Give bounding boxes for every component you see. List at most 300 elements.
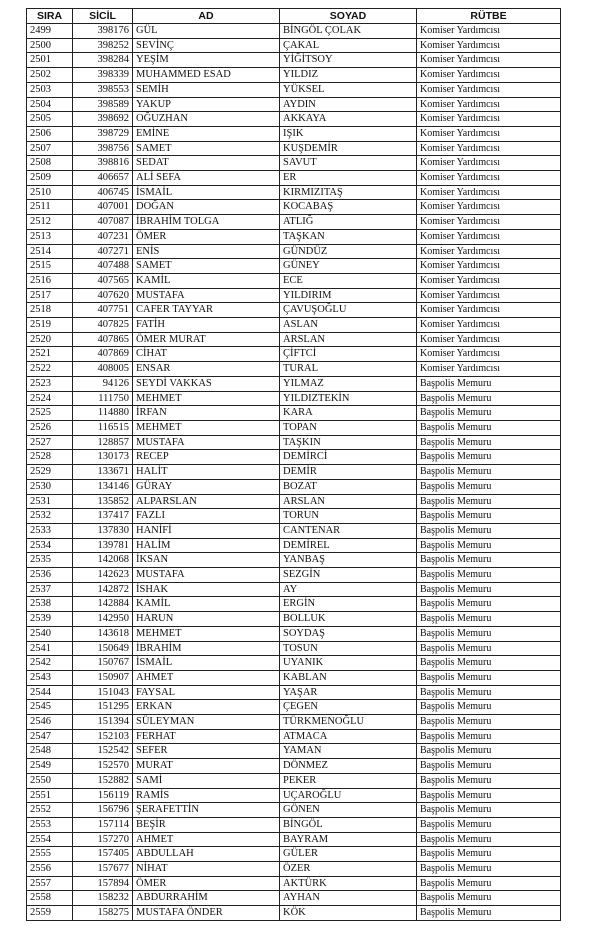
cell-ad: MEHMET <box>133 626 280 641</box>
cell-soyad: TAŞKAN <box>280 229 417 244</box>
cell-sicil: 407231 <box>73 229 133 244</box>
cell-sicil: 142884 <box>73 597 133 612</box>
table-row <box>27 82 561 97</box>
cell-sicil: 152882 <box>73 773 133 788</box>
cell-rutbe: Başpolis Memuru <box>417 847 561 862</box>
table-row <box>27 465 561 480</box>
cell-sira: 2530 <box>27 479 73 494</box>
cell-ad: EMİNE <box>133 126 280 141</box>
cell-sira: 2502 <box>27 68 73 83</box>
table-row <box>27 626 561 641</box>
cell-sira: 2552 <box>27 803 73 818</box>
cell-sicil: 398692 <box>73 112 133 127</box>
cell-rutbe: Komiser Yardımcısı <box>417 156 561 171</box>
cell-sicil: 142068 <box>73 553 133 568</box>
cell-soyad: BOLLUK <box>280 612 417 627</box>
cell-rutbe: Komiser Yardımcısı <box>417 244 561 259</box>
table-row <box>27 656 561 671</box>
cell-soyad: GÜNEY <box>280 259 417 274</box>
cell-rutbe: Başpolis Memuru <box>417 788 561 803</box>
cell-sira: 2505 <box>27 112 73 127</box>
cell-rutbe: Başpolis Memuru <box>417 641 561 656</box>
cell-ad: İBRAHİM <box>133 641 280 656</box>
cell-rutbe: Başpolis Memuru <box>417 406 561 421</box>
cell-sira: 2532 <box>27 509 73 524</box>
cell-rutbe: Başpolis Memuru <box>417 656 561 671</box>
cell-sicil: 130173 <box>73 450 133 465</box>
cell-sicil: 398589 <box>73 97 133 112</box>
cell-sicil: 137417 <box>73 509 133 524</box>
cell-ad: CİHAT <box>133 347 280 362</box>
cell-rutbe: Başpolis Memuru <box>417 597 561 612</box>
cell-sira: 2514 <box>27 244 73 259</box>
cell-ad: ENSAR <box>133 362 280 377</box>
table-row <box>27 229 561 244</box>
cell-ad: FATİH <box>133 318 280 333</box>
cell-soyad: ÇAVUŞOĞLU <box>280 303 417 318</box>
cell-sicil: 135852 <box>73 494 133 509</box>
cell-sira: 2513 <box>27 229 73 244</box>
cell-ad: HALİM <box>133 538 280 553</box>
cell-rutbe: Komiser Yardımcısı <box>417 318 561 333</box>
cell-soyad: CANTENAR <box>280 523 417 538</box>
cell-ad: RECEP <box>133 450 280 465</box>
cell-soyad: GÜLER <box>280 847 417 862</box>
cell-soyad: AYDIN <box>280 97 417 112</box>
table-row <box>27 729 561 744</box>
cell-soyad: BAYRAM <box>280 832 417 847</box>
cell-rutbe: Komiser Yardımcısı <box>417 229 561 244</box>
cell-sicil: 142623 <box>73 568 133 583</box>
cell-sicil: 407620 <box>73 288 133 303</box>
table-row <box>27 332 561 347</box>
table-row <box>27 906 561 921</box>
cell-rutbe: Komiser Yardımcısı <box>417 112 561 127</box>
cell-sicil: 151295 <box>73 700 133 715</box>
header-sira: SIRA <box>27 9 73 24</box>
cell-ad: ABDURRAHİM <box>133 891 280 906</box>
cell-ad: CAFER TAYYAR <box>133 303 280 318</box>
cell-sira: 2510 <box>27 185 73 200</box>
table-row <box>27 612 561 627</box>
cell-sicil: 152570 <box>73 759 133 774</box>
cell-sira: 2547 <box>27 729 73 744</box>
table-row <box>27 376 561 391</box>
cell-soyad: ATLIĞ <box>280 215 417 230</box>
cell-sicil: 398816 <box>73 156 133 171</box>
cell-soyad: ARSLAN <box>280 494 417 509</box>
cell-sicil: 157677 <box>73 862 133 877</box>
cell-rutbe: Komiser Yardımcısı <box>417 347 561 362</box>
cell-sira: 2536 <box>27 568 73 583</box>
cell-ad: MEHMET <box>133 391 280 406</box>
cell-rutbe: Başpolis Memuru <box>417 891 561 906</box>
cell-rutbe: Başpolis Memuru <box>417 376 561 391</box>
table-row <box>27 788 561 803</box>
table-row <box>27 303 561 318</box>
cell-sira: 2529 <box>27 465 73 480</box>
cell-soyad: SOYDAŞ <box>280 626 417 641</box>
cell-sira: 2544 <box>27 685 73 700</box>
table-row <box>27 24 561 39</box>
cell-sira: 2516 <box>27 273 73 288</box>
cell-ad: FAYSAL <box>133 685 280 700</box>
table-header <box>27 9 561 24</box>
cell-sicil: 111750 <box>73 391 133 406</box>
cell-ad: MUSTAFA <box>133 288 280 303</box>
cell-rutbe: Komiser Yardımcısı <box>417 126 561 141</box>
cell-soyad: ÇİFTCİ <box>280 347 417 362</box>
cell-soyad: DEMİR <box>280 465 417 480</box>
cell-rutbe: Komiser Yardımcısı <box>417 171 561 186</box>
cell-sira: 2504 <box>27 97 73 112</box>
cell-rutbe: Komiser Yardımcısı <box>417 215 561 230</box>
cell-soyad: BİNGÖL ÇOLAK <box>280 24 417 39</box>
cell-soyad: TOPAN <box>280 420 417 435</box>
cell-rutbe: Başpolis Memuru <box>417 715 561 730</box>
cell-sira: 2543 <box>27 670 73 685</box>
cell-sira: 2541 <box>27 641 73 656</box>
cell-ad: SÜLEYMAN <box>133 715 280 730</box>
cell-sicil: 406745 <box>73 185 133 200</box>
cell-ad: YAKUP <box>133 97 280 112</box>
cell-ad: ÖMER MURAT <box>133 332 280 347</box>
cell-rutbe: Başpolis Memuru <box>417 832 561 847</box>
table-row <box>27 862 561 877</box>
table-row <box>27 450 561 465</box>
table-row <box>27 68 561 83</box>
cell-soyad: ÖZER <box>280 862 417 877</box>
table-row <box>27 759 561 774</box>
cell-rutbe: Komiser Yardımcısı <box>417 141 561 156</box>
cell-sira: 2528 <box>27 450 73 465</box>
cell-sicil: 407751 <box>73 303 133 318</box>
cell-rutbe: Başpolis Memuru <box>417 612 561 627</box>
cell-soyad: TORUN <box>280 509 417 524</box>
cell-soyad: SAVUT <box>280 156 417 171</box>
cell-soyad: KABLAN <box>280 670 417 685</box>
cell-sira: 2519 <box>27 318 73 333</box>
cell-ad: İRFAN <box>133 406 280 421</box>
cell-soyad: DEMİREL <box>280 538 417 553</box>
table-row <box>27 126 561 141</box>
table-row <box>27 715 561 730</box>
cell-sira: 2508 <box>27 156 73 171</box>
cell-soyad: BOZAT <box>280 479 417 494</box>
personnel-table <box>26 8 561 921</box>
cell-sicil: 156119 <box>73 788 133 803</box>
cell-rutbe: Komiser Yardımcısı <box>417 273 561 288</box>
cell-sicil: 408005 <box>73 362 133 377</box>
cell-soyad: YILMAZ <box>280 376 417 391</box>
header-sicil: SİCİL <box>73 9 133 24</box>
cell-soyad: YAMAN <box>280 744 417 759</box>
cell-ad: ÖMER <box>133 229 280 244</box>
cell-rutbe: Başpolis Memuru <box>417 465 561 480</box>
cell-ad: SEVİNÇ <box>133 38 280 53</box>
cell-soyad: YİĞİTSOY <box>280 53 417 68</box>
cell-ad: NİHAT <box>133 862 280 877</box>
cell-sicil: 142950 <box>73 612 133 627</box>
cell-rutbe: Başpolis Memuru <box>417 626 561 641</box>
table-row <box>27 288 561 303</box>
cell-sira: 2524 <box>27 391 73 406</box>
table-row <box>27 641 561 656</box>
cell-rutbe: Başpolis Memuru <box>417 553 561 568</box>
cell-soyad: YILDIRIM <box>280 288 417 303</box>
cell-soyad: ÇEGEN <box>280 700 417 715</box>
cell-soyad: YILDIZTEKİN <box>280 391 417 406</box>
cell-ad: İKSAN <box>133 553 280 568</box>
table-row <box>27 200 561 215</box>
cell-sira: 2549 <box>27 759 73 774</box>
cell-sicil: 152542 <box>73 744 133 759</box>
cell-sicil: 133671 <box>73 465 133 480</box>
cell-soyad: ECE <box>280 273 417 288</box>
table-row <box>27 553 561 568</box>
cell-ad: SEFER <box>133 744 280 759</box>
cell-sira: 2520 <box>27 332 73 347</box>
cell-ad: GÜRAY <box>133 479 280 494</box>
cell-ad: MEHMET <box>133 420 280 435</box>
cell-rutbe: Başpolis Memuru <box>417 420 561 435</box>
cell-ad: OĞUZHAN <box>133 112 280 127</box>
cell-rutbe: Başpolis Memuru <box>417 803 561 818</box>
cell-soyad: SEZGİN <box>280 568 417 583</box>
cell-ad: KAMİL <box>133 273 280 288</box>
cell-rutbe: Komiser Yardımcısı <box>417 97 561 112</box>
table-row <box>27 53 561 68</box>
cell-soyad: ER <box>280 171 417 186</box>
cell-soyad: YILDIZ <box>280 68 417 83</box>
header-soyad: SOYAD <box>280 9 417 24</box>
cell-sicil: 116515 <box>73 420 133 435</box>
table-row <box>27 817 561 832</box>
cell-rutbe: Başpolis Memuru <box>417 685 561 700</box>
cell-ad: SEYDİ VAKKAS <box>133 376 280 391</box>
cell-soyad: ATMACA <box>280 729 417 744</box>
cell-ad: ÖMER <box>133 876 280 891</box>
table-row <box>27 435 561 450</box>
cell-soyad: UYANIK <box>280 656 417 671</box>
cell-sira: 2554 <box>27 832 73 847</box>
cell-soyad: KOCABAŞ <box>280 200 417 215</box>
table-row <box>27 803 561 818</box>
cell-ad: SAMET <box>133 259 280 274</box>
table-row <box>27 876 561 891</box>
table-row <box>27 97 561 112</box>
cell-rutbe: Başpolis Memuru <box>417 435 561 450</box>
cell-rutbe: Komiser Yardımcısı <box>417 185 561 200</box>
cell-rutbe: Başpolis Memuru <box>417 450 561 465</box>
cell-sicil: 151043 <box>73 685 133 700</box>
cell-sicil: 156796 <box>73 803 133 818</box>
table-row <box>27 744 561 759</box>
cell-soyad: AKKAYA <box>280 112 417 127</box>
table-row <box>27 582 561 597</box>
cell-soyad: AKTÜRK <box>280 876 417 891</box>
cell-sicil: 152103 <box>73 729 133 744</box>
cell-soyad: PEKER <box>280 773 417 788</box>
table-row <box>27 38 561 53</box>
cell-sira: 2542 <box>27 656 73 671</box>
cell-sira: 2525 <box>27 406 73 421</box>
cell-soyad: ASLAN <box>280 318 417 333</box>
cell-sira: 2522 <box>27 362 73 377</box>
cell-rutbe: Başpolis Memuru <box>417 391 561 406</box>
cell-ad: FAZLI <box>133 509 280 524</box>
cell-rutbe: Başpolis Memuru <box>417 509 561 524</box>
table-row <box>27 494 561 509</box>
table-row <box>27 112 561 127</box>
cell-ad: İBRAHİM TOLGA <box>133 215 280 230</box>
cell-sicil: 134146 <box>73 479 133 494</box>
cell-ad: KAMİL <box>133 597 280 612</box>
cell-ad: ALİ SEFA <box>133 171 280 186</box>
cell-sicil: 407488 <box>73 259 133 274</box>
cell-rutbe: Komiser Yardımcısı <box>417 288 561 303</box>
cell-sira: 2523 <box>27 376 73 391</box>
table-row <box>27 347 561 362</box>
cell-sicil: 398339 <box>73 68 133 83</box>
cell-sicil: 407865 <box>73 332 133 347</box>
header-ad: AD <box>133 9 280 24</box>
cell-ad: İSMAİL <box>133 185 280 200</box>
cell-sicil: 150907 <box>73 670 133 685</box>
cell-rutbe: Komiser Yardımcısı <box>417 82 561 97</box>
cell-sicil: 114880 <box>73 406 133 421</box>
cell-rutbe: Başpolis Memuru <box>417 906 561 921</box>
table-row <box>27 141 561 156</box>
cell-rutbe: Başpolis Memuru <box>417 582 561 597</box>
cell-sira: 2521 <box>27 347 73 362</box>
cell-sira: 2509 <box>27 171 73 186</box>
table-row <box>27 847 561 862</box>
cell-sicil: 407271 <box>73 244 133 259</box>
cell-ad: MUSTAFA <box>133 568 280 583</box>
cell-soyad: DÖNMEZ <box>280 759 417 774</box>
cell-sira: 2518 <box>27 303 73 318</box>
cell-sira: 2533 <box>27 523 73 538</box>
table-row <box>27 420 561 435</box>
cell-sira: 2550 <box>27 773 73 788</box>
cell-sicil: 398284 <box>73 53 133 68</box>
cell-sira: 2559 <box>27 906 73 921</box>
cell-sicil: 143618 <box>73 626 133 641</box>
cell-sicil: 157270 <box>73 832 133 847</box>
cell-sira: 2534 <box>27 538 73 553</box>
cell-sira: 2551 <box>27 788 73 803</box>
cell-sira: 2557 <box>27 876 73 891</box>
table-row <box>27 509 561 524</box>
cell-rutbe: Başpolis Memuru <box>417 862 561 877</box>
cell-rutbe: Başpolis Memuru <box>417 744 561 759</box>
cell-rutbe: Komiser Yardımcısı <box>417 38 561 53</box>
cell-rutbe: Komiser Yardımcısı <box>417 200 561 215</box>
cell-ad: ŞERAFETTİN <box>133 803 280 818</box>
cell-sicil: 407087 <box>73 215 133 230</box>
table-row <box>27 156 561 171</box>
cell-sira: 2511 <box>27 200 73 215</box>
cell-sira: 2512 <box>27 215 73 230</box>
table-body <box>27 24 561 921</box>
cell-rutbe: Başpolis Memuru <box>417 700 561 715</box>
cell-soyad: AY <box>280 582 417 597</box>
cell-ad: İSMAİL <box>133 656 280 671</box>
cell-rutbe: Başpolis Memuru <box>417 773 561 788</box>
cell-sira: 2527 <box>27 435 73 450</box>
cell-soyad: GÜNDÜZ <box>280 244 417 259</box>
cell-sicil: 137830 <box>73 523 133 538</box>
cell-soyad: TAŞKIN <box>280 435 417 450</box>
cell-ad: ABDULLAH <box>133 847 280 862</box>
cell-ad: SAMİ <box>133 773 280 788</box>
cell-sira: 2506 <box>27 126 73 141</box>
cell-soyad: KARA <box>280 406 417 421</box>
cell-sicil: 407869 <box>73 347 133 362</box>
cell-sicil: 94126 <box>73 376 133 391</box>
table-row <box>27 700 561 715</box>
cell-ad: SAMET <box>133 141 280 156</box>
cell-ad: DOĞAN <box>133 200 280 215</box>
cell-sira: 2556 <box>27 862 73 877</box>
cell-sira: 2553 <box>27 817 73 832</box>
cell-sicil: 398252 <box>73 38 133 53</box>
cell-soyad: ARSLAN <box>280 332 417 347</box>
cell-sicil: 158232 <box>73 891 133 906</box>
cell-rutbe: Başpolis Memuru <box>417 568 561 583</box>
cell-soyad: KÖK <box>280 906 417 921</box>
cell-sicil: 139781 <box>73 538 133 553</box>
cell-sira: 2500 <box>27 38 73 53</box>
cell-ad: ERKAN <box>133 700 280 715</box>
cell-rutbe: Başpolis Memuru <box>417 479 561 494</box>
cell-soyad: UÇAROĞLU <box>280 788 417 803</box>
table-row <box>27 670 561 685</box>
table-row <box>27 171 561 186</box>
cell-sicil: 142872 <box>73 582 133 597</box>
cell-sira: 2539 <box>27 612 73 627</box>
cell-rutbe: Başpolis Memuru <box>417 759 561 774</box>
table-row <box>27 479 561 494</box>
cell-sira: 2546 <box>27 715 73 730</box>
cell-soyad: KIRMIZITAŞ <box>280 185 417 200</box>
table-row <box>27 185 561 200</box>
cell-rutbe: Başpolis Memuru <box>417 876 561 891</box>
cell-soyad: DEMİRCİ <box>280 450 417 465</box>
cell-ad: BEŞİR <box>133 817 280 832</box>
cell-soyad: ÇAKAL <box>280 38 417 53</box>
header-row <box>27 9 561 24</box>
cell-soyad: AYHAN <box>280 891 417 906</box>
cell-sira: 2526 <box>27 420 73 435</box>
cell-soyad: TÜRKMENOĞLU <box>280 715 417 730</box>
cell-soyad: BİNGÖL <box>280 817 417 832</box>
cell-sira: 2537 <box>27 582 73 597</box>
cell-rutbe: Başpolis Memuru <box>417 494 561 509</box>
cell-ad: HANİFİ <box>133 523 280 538</box>
cell-sicil: 158275 <box>73 906 133 921</box>
cell-sira: 2531 <box>27 494 73 509</box>
cell-sira: 2540 <box>27 626 73 641</box>
cell-ad: İSHAK <box>133 582 280 597</box>
table-row <box>27 538 561 553</box>
cell-soyad: YAŞAR <box>280 685 417 700</box>
cell-rutbe: Komiser Yardımcısı <box>417 362 561 377</box>
cell-sira: 2555 <box>27 847 73 862</box>
cell-sira: 2503 <box>27 82 73 97</box>
cell-ad: FERHAT <box>133 729 280 744</box>
